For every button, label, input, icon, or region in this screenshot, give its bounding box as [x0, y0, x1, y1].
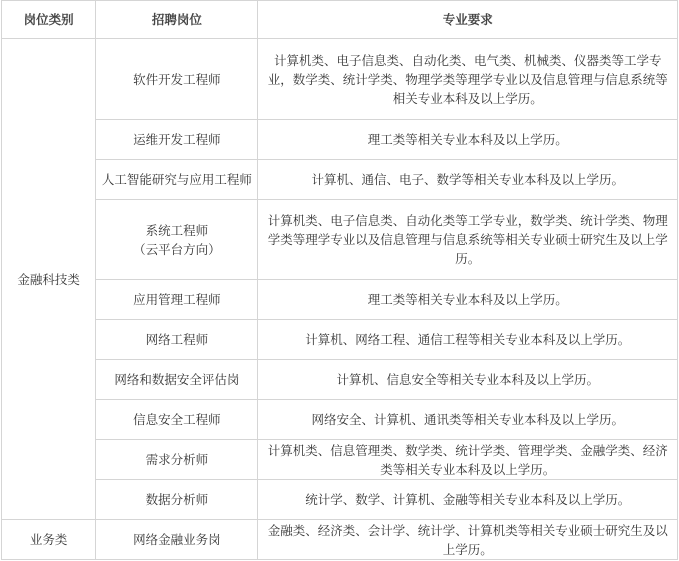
position-cell: 运维开发工程师 [96, 120, 258, 160]
position-cell [96, 200, 258, 280]
position-cell: 人工智能研究与应用工程师 [96, 160, 258, 200]
position-cell: 网络金融业务岗 [96, 520, 258, 560]
position-cell: 需求分析师 [96, 440, 258, 480]
table-row [2, 480, 678, 520]
table-row [2, 280, 678, 320]
table-row [2, 320, 678, 360]
requirement-cell: 计算机类、电子信息类、自动化类、电气类、机械类、仪器类等工学专业，数学类、统计学类、物理学类等理学专业以及信息管理与信息系统等相关专业本科及以上学历。 [258, 39, 678, 120]
table-row [2, 360, 678, 400]
requirement-cell: 金融类、经济类、会计学、统计学、计算机类等相关专业硕士研究生及以上学历。 [258, 520, 678, 560]
requirement-cell: 计算机、信息安全等相关专业本科及以上学历。 [258, 360, 678, 400]
table-row [2, 160, 678, 200]
position-cell: 数据分析师 [96, 480, 258, 520]
table-row [2, 200, 678, 280]
requirement-cell: 计算机类、信息管理类、数学类、统计学类、管理学类、金融学类、经济类等相关专业本科及以上学历。 [258, 440, 678, 480]
requirement-cell: 计算机类、电子信息类、自动化类等工学专业，数学类、统计学类、物理学类等理学专业以及信息管理与信息系统等相关专业硕士研究生及以上学历。 [258, 200, 678, 280]
position-line: 系统工程师 [145, 222, 209, 238]
header-position: 招聘岗位 [96, 1, 258, 39]
requirement-cell: 理工类等相关专业本科及以上学历。 [258, 120, 678, 160]
table-row [2, 440, 678, 480]
requirement-cell: 网络安全、计算机、通讯类等相关专业本科及以上学历。 [258, 400, 678, 440]
requirement-cell: 理工类等相关专业本科及以上学历。 [258, 280, 678, 320]
position-line: （云平台方向） [133, 241, 221, 257]
position-cell: 网络和数据安全评估岗 [96, 360, 258, 400]
header-category: 岗位类别 [2, 1, 96, 39]
header-row [2, 1, 678, 39]
requirement-cell: 计算机、通信、电子、数学等相关专业本科及以上学历。 [258, 160, 678, 200]
header-requirement: 专业要求 [258, 1, 678, 39]
requirement-cell: 统计学、数学、计算机、金融等相关专业本科及以上学历。 [258, 480, 678, 520]
table-row [2, 400, 678, 440]
position-cell: 软件开发工程师 [96, 39, 258, 120]
recruitment-table [1, 0, 678, 560]
position-cell: 网络工程师 [96, 320, 258, 360]
position-cell: 应用管理工程师 [96, 280, 258, 320]
position-cell: 信息安全工程师 [96, 400, 258, 440]
table-row [2, 39, 678, 120]
category-cell: 金融科技类 [2, 39, 96, 520]
category-cell: 业务类 [2, 520, 96, 560]
table-row [2, 120, 678, 160]
table-row [2, 520, 678, 560]
requirement-cell: 计算机、网络工程、通信工程等相关专业本科及以上学历。 [258, 320, 678, 360]
